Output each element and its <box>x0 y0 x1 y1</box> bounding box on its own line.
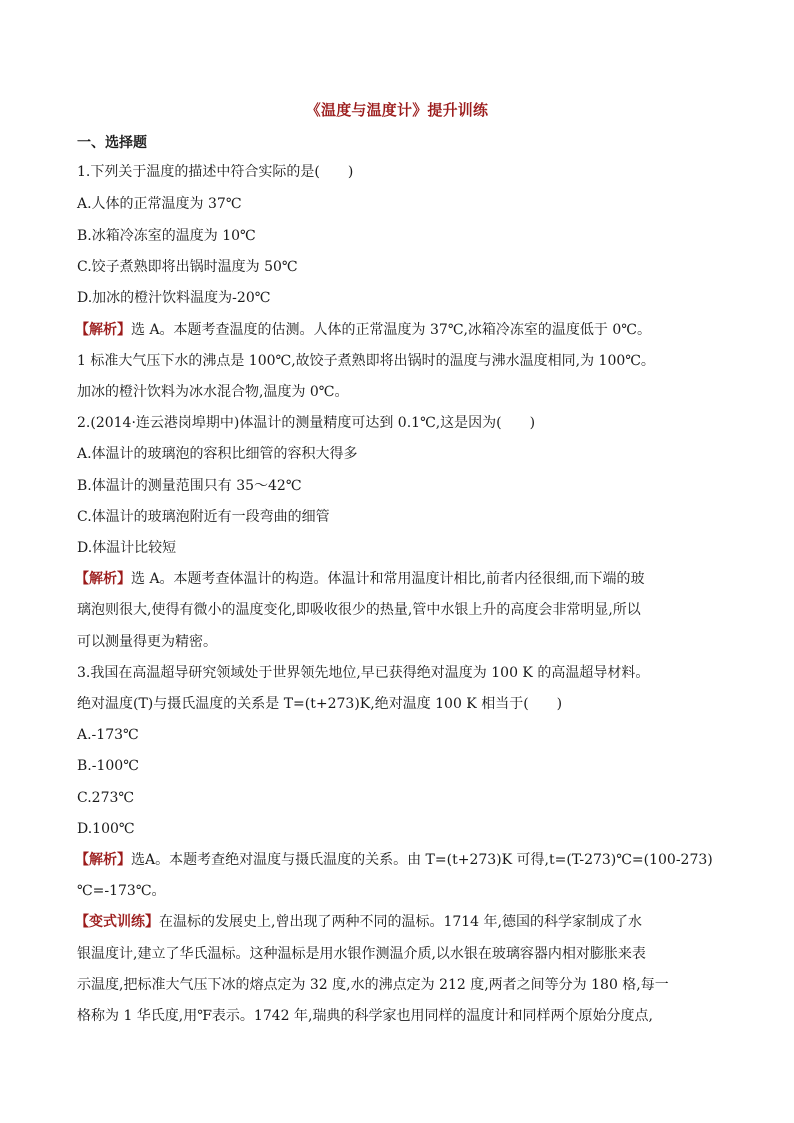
analysis-tag: 【解析】 <box>75 571 131 587</box>
question-3: 3.我国在高温超导研究领域处于世界领先地位,早已获得绝对温度为 100 K 的高温超导材料。 <box>77 665 650 681</box>
variation-training <box>75 912 642 932</box>
q2-analysis-line: 璃泡则很大,使得有微小的温度变化,即吸收很少的热量,管中水银上升的高度会非常明显,所以 <box>77 602 641 618</box>
q3-analysis <box>75 850 713 870</box>
variation-line: 银温度计,建立了华氏温标。这种温标是用水银作测温介质,以水银在玻璃容器内相对膨胀来表 <box>77 946 646 962</box>
q1-analysis <box>75 320 651 340</box>
q1-option-c: C.饺子煮熟即将出锅时温度为 50℃ <box>77 259 298 275</box>
q3-analysis-line: ℃=-173℃。 <box>77 883 166 899</box>
page-title: 《温度与温度计》提升训练 <box>305 101 489 119</box>
q3-option-d: D.100℃ <box>77 821 135 837</box>
analysis-tag: 【解析】 <box>75 322 131 338</box>
question-1: 1.下列关于温度的描述中符合实际的是( ) <box>77 164 354 180</box>
variation-text: 在温标的发展史上,曾出现了两种不同的温标。1714 年,德国的科学家制成了水 <box>159 914 642 930</box>
q2-option-c: C.体温计的玻璃泡附近有一段弯曲的细管 <box>77 509 330 525</box>
analysis-tag: 【解析】 <box>75 852 131 868</box>
variation-line: 格称为 1 华氏度,用℉表示。1742 年,瑞典的科学家也用同样的温度计和同样两个原始分度点, <box>77 1008 653 1024</box>
question-3-line: 绝对温度(T)与摄氏温度的关系是 T=(t+273)K,绝对温度 100 K 相当于( ) <box>77 696 563 712</box>
q3-option-b: B.-100℃ <box>77 758 139 774</box>
q1-analysis-line: 加冰的橙汁饮料为冰水混合物,温度为 0℃。 <box>77 384 349 400</box>
analysis-text: 选 A。本题考查体温计的构造。体温计和常用温度计相比,前者内径很细,而下端的玻 <box>131 571 645 587</box>
q1-option-d: D.加冰的橙汁饮料温度为-20℃ <box>77 290 271 306</box>
q1-option-b: B.冰箱冷冻室的温度为 10℃ <box>77 228 256 244</box>
q1-analysis-line: 1 标准大气压下水的沸点是 100℃,故饺子煮熟即将出锅时的温度与沸水温度相同,为 100℃。 <box>77 353 655 369</box>
q2-option-b: B.体温计的测量范围只有 35～42℃ <box>77 478 302 494</box>
analysis-text: 选 A。本题考查温度的估测。人体的正常温度为 37℃,冰箱冷冻室的温度低于 0℃。 <box>131 322 651 338</box>
q2-option-a: A.体温计的玻璃泡的容积比细管的容积大得多 <box>77 446 358 462</box>
q2-analysis-line: 可以测量得更为精密。 <box>77 634 217 650</box>
q1-option-a: A.人体的正常温度为 37℃ <box>77 196 242 212</box>
q3-option-c: C.273℃ <box>77 790 135 806</box>
q2-option-d: D.体温计比较短 <box>77 540 177 556</box>
section-heading: 一、选择题 <box>77 135 147 151</box>
q2-analysis <box>75 569 644 589</box>
variation-tag: 【变式训练】 <box>75 914 159 930</box>
question-2: 2.(2014·连云港岗埠期中)体温计的测量精度可达到 0.1℃,这是因为( ) <box>77 415 536 431</box>
analysis-text: 选A。本题考查绝对温度与摄氏温度的关系。由 T=(t+273)K 可得,t=(T-273)℃=(100-273) <box>131 852 713 868</box>
q3-option-a: A.-173℃ <box>77 727 139 743</box>
variation-line: 示温度,把标准大气压下冰的熔点定为 32 度,水的沸点定为 212 度,两者之间等分为 180 格,每一 <box>77 977 669 993</box>
